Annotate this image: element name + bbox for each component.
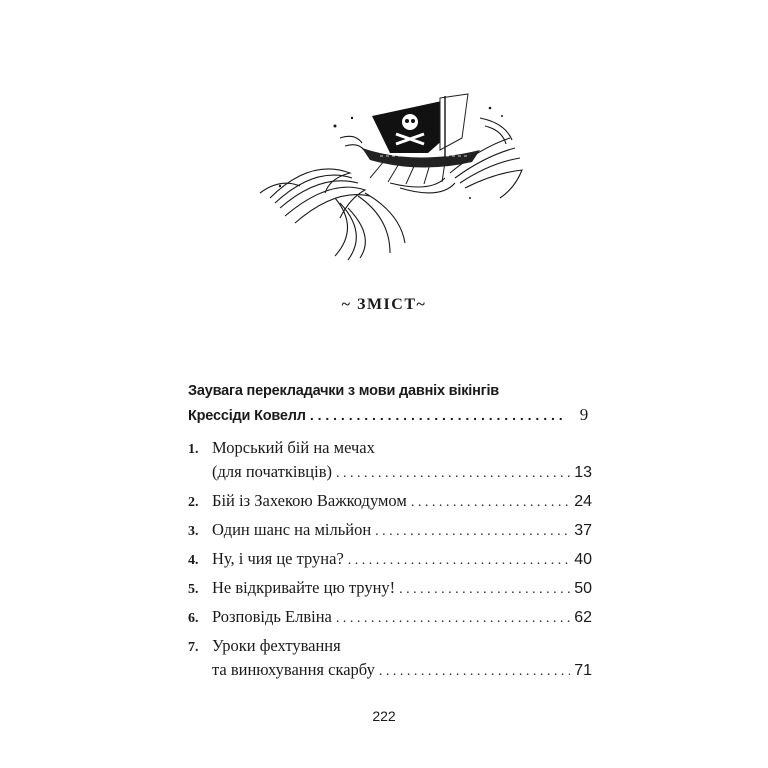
chapter-number: 1. (188, 442, 199, 457)
toc-leader-dots (336, 462, 570, 486)
chapter-title: Бій із Захекою Важкодумом (212, 491, 407, 510)
toc-leader-dots (399, 578, 570, 602)
chapter-title: Розповідь Елвіна (212, 607, 332, 626)
toc-page-number: 71 (574, 662, 592, 679)
toc-entry-1 (188, 436, 592, 484)
chapter-number: 7. (188, 640, 199, 655)
toc-entry-2 (188, 489, 592, 513)
chapter-number: 2. (188, 495, 199, 510)
toc-leader-dots (375, 520, 570, 544)
chapter-number: 6. (188, 611, 199, 626)
toc-page-number: 13 (574, 464, 592, 481)
chapter-number: 5. (188, 582, 199, 597)
chapter-title: Один шанс на мільйон (212, 520, 372, 539)
toc-entry-title: Заувага перекладачки з мови давніх вікінгів (188, 383, 500, 399)
toc-page-number: 9 (579, 405, 588, 424)
chapter-title: Ну, і чия це труна? (212, 549, 344, 568)
table-of-contents (188, 379, 592, 682)
chapter-number: 3. (188, 524, 199, 539)
chapter-title: Морський бій на мечах (212, 438, 375, 457)
toc-entry-5 (188, 576, 592, 600)
toc-leader-dots (379, 660, 570, 684)
toc-page-number: 40 (574, 551, 592, 568)
viking-ship-on-waves-icon (240, 78, 530, 263)
toc-page-number: 37 (574, 522, 592, 539)
toc-title: ~ ЗМІСТ~ (341, 296, 427, 313)
chapter-title-cont: (для початківців) (212, 462, 332, 481)
toc-entry-3 (188, 518, 592, 542)
chapter-title: Уроки фехтування (212, 636, 341, 655)
chapter-number: 4. (188, 553, 199, 568)
toc-entry-6 (188, 605, 592, 629)
toc-page-number: 24 (574, 493, 592, 510)
toc-entry-4 (188, 547, 592, 571)
page-number: 222 (372, 708, 396, 724)
chapter-title-cont: та винюхування скарбу (212, 660, 375, 679)
chapter-title: Не відкривайте цю труну! (212, 578, 396, 597)
toc-leader-dots (411, 491, 570, 515)
toc-page-number: 50 (574, 580, 592, 597)
toc-entry-intro (188, 379, 592, 427)
toc-entry-7 (188, 634, 592, 682)
toc-leader-dots (348, 549, 570, 573)
toc-page-number: 62 (574, 609, 592, 626)
toc-leader-dots (336, 607, 570, 631)
toc-leader-dots (310, 403, 566, 427)
toc-entry-title-cont: Крессіди Ковелл (188, 408, 306, 424)
